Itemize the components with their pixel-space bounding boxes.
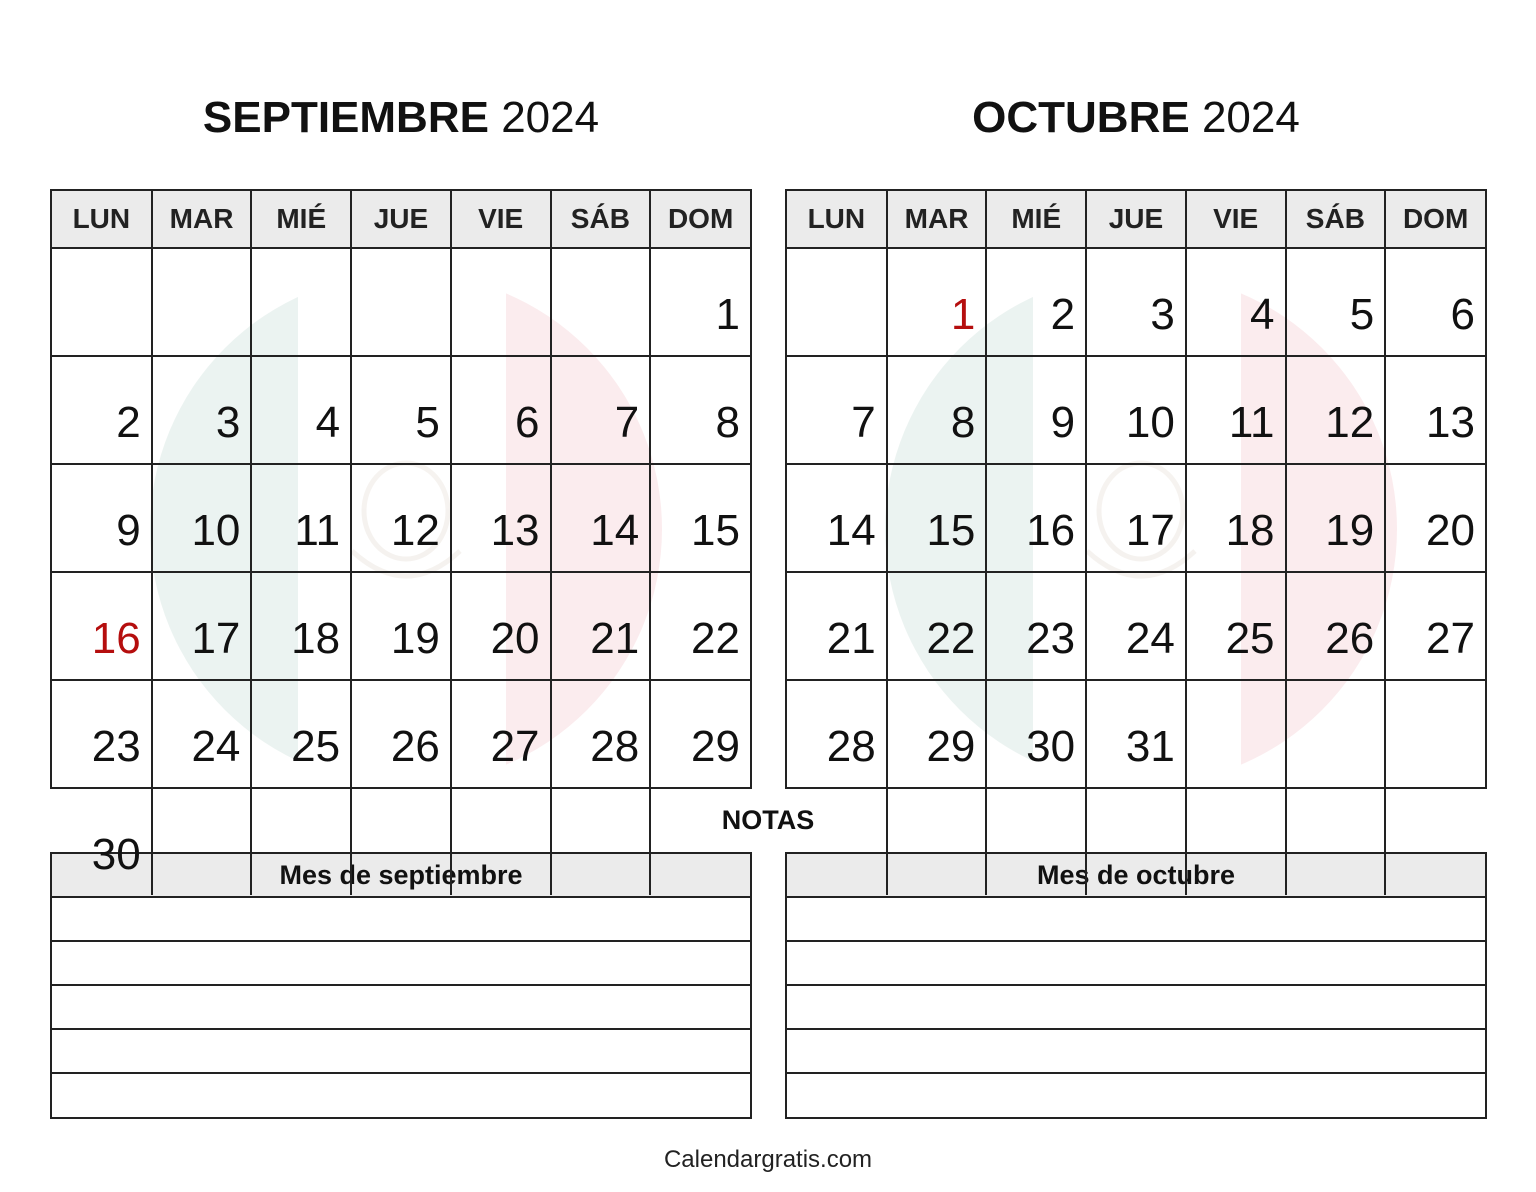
- day-cell: [1086, 788, 1186, 895]
- week-row: [787, 356, 1485, 464]
- day-cell: 25: [251, 680, 351, 788]
- day-cell: 9: [986, 356, 1086, 464]
- day-cell: [787, 248, 887, 356]
- day-cell: [1385, 788, 1485, 895]
- day-cell: 4: [1186, 248, 1286, 356]
- week-row: [52, 788, 750, 895]
- day-cell: 21: [787, 572, 887, 680]
- month-name: OCTUBRE: [972, 93, 1190, 142]
- notes-title: NOTAS: [721, 805, 815, 835]
- weekday-header-row: [52, 191, 750, 248]
- day-cell: 13: [451, 464, 551, 572]
- calendar-grid: [785, 189, 1487, 789]
- day-cell: [251, 788, 351, 895]
- day-cell: [351, 248, 451, 356]
- week-row: [52, 248, 750, 356]
- day-cell: 18: [1186, 464, 1286, 572]
- week-row: [52, 356, 750, 464]
- week-row: [787, 248, 1485, 356]
- day-cell: [551, 248, 651, 356]
- day-cell: 8: [887, 356, 987, 464]
- day-cell: [1286, 788, 1386, 895]
- day-cell: 19: [1286, 464, 1386, 572]
- month-year: 2024: [1201, 93, 1300, 142]
- day-cell: 24: [1086, 572, 1186, 680]
- day-cell: 27: [1385, 572, 1485, 680]
- day-cell: 10: [1086, 356, 1186, 464]
- day-cell: [152, 788, 252, 895]
- day-cell: 30: [986, 680, 1086, 788]
- day-cell: 4: [251, 356, 351, 464]
- day-cell: 8: [650, 356, 750, 464]
- day-cell: 25: [1186, 572, 1286, 680]
- month-title: [785, 90, 1487, 146]
- day-cell: 16: [986, 464, 1086, 572]
- day-cell: 21: [551, 572, 651, 680]
- day-cell: [351, 788, 451, 895]
- weekday-vie: VIE: [1186, 191, 1286, 248]
- day-cell: 19: [351, 572, 451, 680]
- calendar-table: [52, 191, 750, 895]
- day-cell: 3: [1086, 248, 1186, 356]
- day-cell: 23: [52, 680, 152, 788]
- weekday-sab: SÁB: [551, 191, 651, 248]
- day-cell: 12: [1286, 356, 1386, 464]
- day-cell: 15: [887, 464, 987, 572]
- week-row: [787, 572, 1485, 680]
- day-cell: [986, 788, 1086, 895]
- weekday-lun: LUN: [52, 191, 152, 248]
- weekday-dom: DOM: [1385, 191, 1485, 248]
- day-cell: 5: [351, 356, 451, 464]
- note-line[interactable]: [52, 1030, 750, 1074]
- day-cell: [152, 248, 252, 356]
- day-cell: 28: [551, 680, 651, 788]
- weekday-sab: SÁB: [1286, 191, 1386, 248]
- month-year: 2024: [501, 93, 600, 142]
- day-cell: 22: [650, 572, 750, 680]
- day-cell: 17: [1086, 464, 1186, 572]
- note-line[interactable]: [52, 986, 750, 1030]
- day-cell: [1186, 680, 1286, 788]
- weekday-dom: DOM: [650, 191, 750, 248]
- week-row: [52, 464, 750, 572]
- day-cell: [1385, 680, 1485, 788]
- day-cell: 28: [787, 680, 887, 788]
- note-line[interactable]: [787, 942, 1485, 986]
- day-cell: [887, 788, 987, 895]
- day-cell: 1: [887, 248, 987, 356]
- weekday-vie: VIE: [451, 191, 551, 248]
- day-cell: 24: [152, 680, 252, 788]
- week-row: [787, 788, 1485, 895]
- day-cell: 11: [251, 464, 351, 572]
- notes-header: Mes de octubre: [787, 854, 1485, 898]
- day-cell: [451, 788, 551, 895]
- notes-header: Mes de septiembre: [52, 854, 750, 898]
- note-line[interactable]: [52, 1074, 750, 1117]
- day-cell: [787, 788, 887, 895]
- day-cell: [551, 788, 651, 895]
- day-cell: 9: [52, 464, 152, 572]
- day-cell: 5: [1286, 248, 1386, 356]
- note-line[interactable]: [52, 898, 750, 942]
- weekday-jue: JUE: [351, 191, 451, 248]
- note-line[interactable]: [787, 986, 1485, 1030]
- calendar-table: [787, 191, 1485, 895]
- day-cell: 29: [887, 680, 987, 788]
- day-cell: 6: [451, 356, 551, 464]
- day-cell: 15: [650, 464, 750, 572]
- weekday-mie: MIÉ: [986, 191, 1086, 248]
- footer-site-link[interactable]: Calendargratis.com: [663, 1146, 873, 1173]
- day-cell: 16: [52, 572, 152, 680]
- day-cell: 26: [1286, 572, 1386, 680]
- day-cell: [1286, 680, 1386, 788]
- day-cell: 14: [551, 464, 651, 572]
- note-line[interactable]: [52, 942, 750, 986]
- day-cell: [52, 248, 152, 356]
- day-cell: 6: [1385, 248, 1485, 356]
- day-cell: 2: [986, 248, 1086, 356]
- day-cell: 20: [1385, 464, 1485, 572]
- day-cell: 2: [52, 356, 152, 464]
- day-cell: 10: [152, 464, 252, 572]
- day-cell: 30: [52, 788, 152, 895]
- day-cell: 7: [787, 356, 887, 464]
- day-cell: 13: [1385, 356, 1485, 464]
- weekday-lun: LUN: [787, 191, 887, 248]
- weekday-mar: MAR: [887, 191, 987, 248]
- note-line[interactable]: [787, 898, 1485, 942]
- day-cell: 11: [1186, 356, 1286, 464]
- day-cell: 18: [251, 572, 351, 680]
- weekday-header-row: [787, 191, 1485, 248]
- day-cell: [650, 788, 750, 895]
- day-cell: 29: [650, 680, 750, 788]
- month-title: [50, 90, 752, 146]
- day-cell: [251, 248, 351, 356]
- weekday-mar: MAR: [152, 191, 252, 248]
- weekday-mie: MIÉ: [251, 191, 351, 248]
- note-line[interactable]: [787, 1074, 1485, 1117]
- week-row: [52, 572, 750, 680]
- day-cell: 27: [451, 680, 551, 788]
- day-cell: [451, 248, 551, 356]
- note-line[interactable]: [787, 1030, 1485, 1074]
- day-cell: 20: [451, 572, 551, 680]
- month-name: SEPTIEMBRE: [202, 93, 489, 142]
- day-cell: 31: [1086, 680, 1186, 788]
- day-cell: 3: [152, 356, 252, 464]
- day-cell: 26: [351, 680, 451, 788]
- week-row: [52, 680, 750, 788]
- day-cell: 17: [152, 572, 252, 680]
- day-cell: 23: [986, 572, 1086, 680]
- day-cell: 22: [887, 572, 987, 680]
- week-row: [787, 464, 1485, 572]
- week-row: [787, 680, 1485, 788]
- day-cell: [1186, 788, 1286, 895]
- day-cell: 7: [551, 356, 651, 464]
- day-cell: 14: [787, 464, 887, 572]
- day-cell: 1: [650, 248, 750, 356]
- day-cell: 12: [351, 464, 451, 572]
- weekday-jue: JUE: [1086, 191, 1186, 248]
